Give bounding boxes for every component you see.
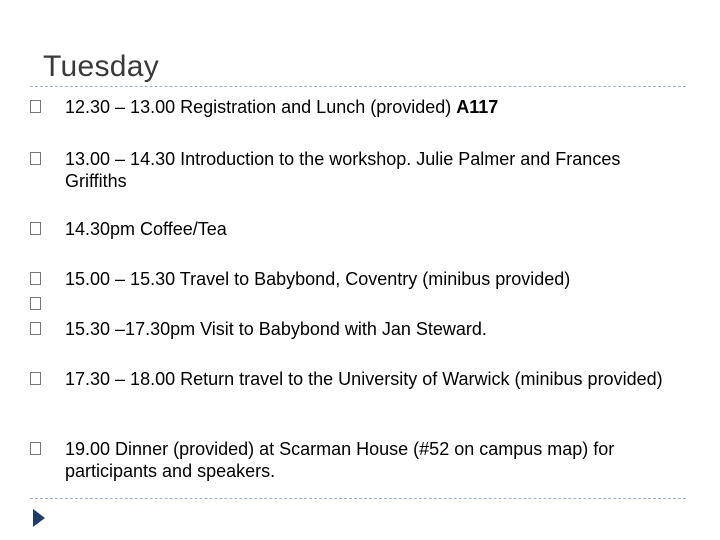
title-divider (30, 86, 686, 87)
item-text: 15.00 – 15.30 Travel to Babybond, Coventry (minibus provided) (65, 269, 571, 289)
footer-divider (30, 498, 686, 499)
item-text: 14.30pm Coffee/Tea (65, 219, 227, 239)
next-arrow-icon[interactable] (33, 509, 45, 527)
bullet-icon (30, 100, 41, 113)
slide-title: Tuesday (43, 50, 160, 83)
item-text: 17.30 – 18.00 Return travel to the University of Warwick (minibus provided) (65, 369, 663, 389)
bullet-icon (30, 222, 41, 235)
bullet-icon (30, 297, 41, 310)
bullet-icon (30, 272, 41, 285)
item-text: 15.30 –17.30pm Visit to Babybond with Jan Steward. (65, 319, 487, 339)
bullet-icon (30, 322, 41, 335)
bullet-icon (30, 442, 41, 455)
bullet-icon (30, 372, 41, 385)
room-label: A117 (456, 97, 499, 117)
bullet-icon (30, 152, 41, 165)
item-text: 19.00 Dinner (provided) at Scarman House (#52 on campus map) for participants and speakers. (65, 439, 615, 481)
item-text: 12.30 – 13.00 Registration and Lunch (provided) (65, 97, 457, 117)
item-text: 13.00 – 14.30 Introduction to the workshop. Julie Palmer and Frances Griffiths (65, 149, 621, 191)
